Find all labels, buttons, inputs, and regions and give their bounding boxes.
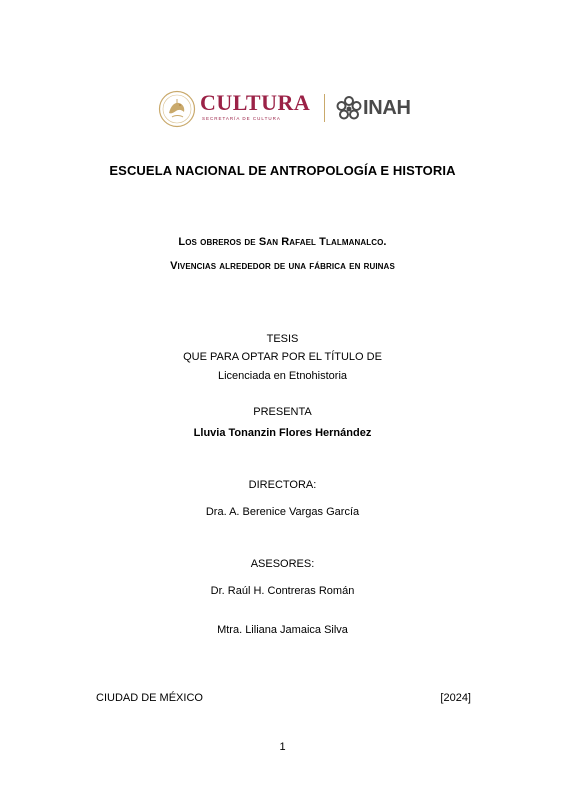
cultura-logo-subtitle: SECRETARÍA DE CULTURA — [202, 116, 281, 121]
degree-name: Licenciada en Etnohistoria — [217, 370, 348, 382]
page-number: 1 — [279, 741, 286, 753]
document-type: TESIS — [266, 333, 299, 345]
presenter-label: PRESENTA — [253, 406, 312, 418]
degree-purpose: QUE PARA OPTAR POR EL TÍTULO DE — [183, 351, 382, 363]
inah-emblem-icon — [336, 96, 362, 122]
thesis-title-line-2: Vivencias alrededor de una fábrica en ruinas — [170, 260, 395, 272]
mexico-seal-icon — [158, 90, 196, 128]
thesis-title-line-1: Los obreros de San Rafael Tlalmanalco. — [178, 236, 387, 248]
advisor-name: Dr. Raúl H. Contreras Román — [210, 585, 355, 597]
institution-name: ESCUELA NACIONAL DE ANTROPOLOGÍA E HISTORIA — [109, 163, 456, 178]
header-logos — [158, 88, 420, 130]
logo-divider — [324, 94, 325, 122]
director-name: Dra. A. Berenice Vargas García — [205, 506, 360, 518]
cultura-logo-text: CULTURA — [200, 90, 311, 115]
advisors-label: ASESORES: — [250, 558, 315, 570]
city: CIUDAD DE MÉXICO — [96, 692, 203, 704]
advisor-name: Mtra. Liliana Jamaica Silva — [217, 624, 348, 636]
director-label: DIRECTORA: — [248, 479, 317, 491]
author-name: Lluvia Tonanzin Flores Hernández — [193, 427, 372, 439]
inah-logo-text: INAH — [363, 97, 411, 119]
year: [2024] — [440, 692, 471, 704]
